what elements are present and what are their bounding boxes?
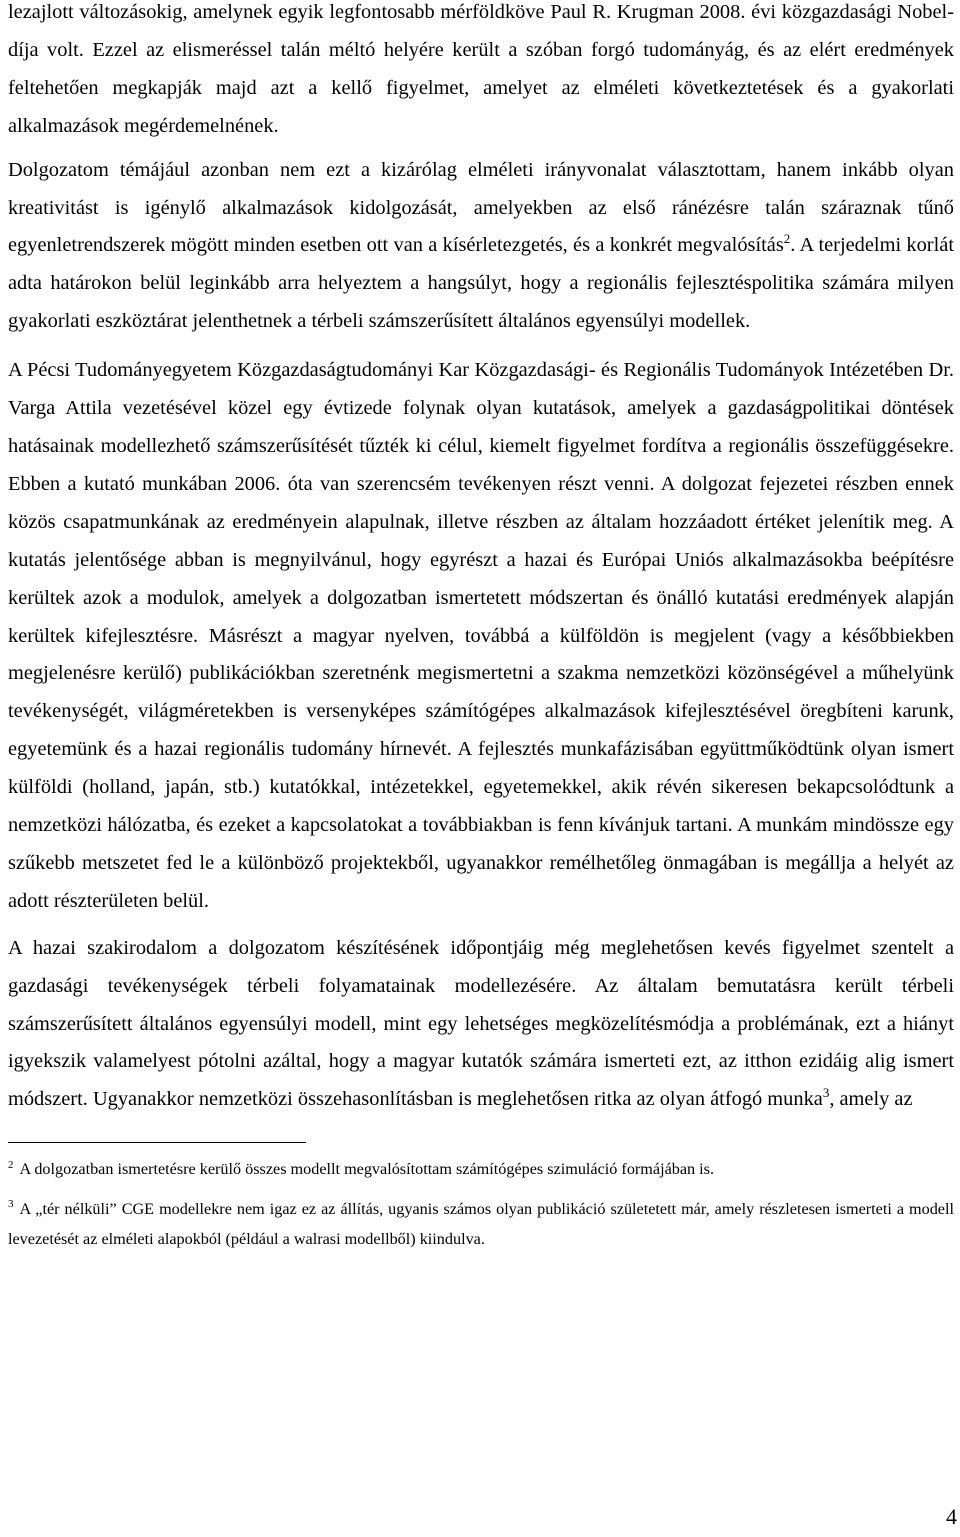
footnote-ref-2[interactable]: 2 <box>783 231 791 247</box>
footnote-2 <box>8 1154 954 1185</box>
paragraph-2-text-a: Dolgozatom témájául azonban nem ezt a kizárólag elméleti irányvonalat választottam, hanem inkább olyan kreativitást is igénylő alkalmazások kidolgozását, amelyekben az első ránézésre talán száraznak tűnő egyenletrendszerek mögött minden esetben ott van a kísérletezgetés, és a konkrét megvalósítás <box>8 158 954 257</box>
footnote-3-text: A „tér nélküli” CGE modellekre nem igaz ez az állítás, ugyanis számos olyan publikáció születetett már, amely részletesen ismerteti a modell levezetését az elméleti alapokból (például a walrasi modellből) kiindulva. <box>8 1199 954 1249</box>
footnote-ref-3[interactable]: 3 <box>822 1085 830 1101</box>
paragraph-4 <box>8 930 954 1120</box>
paragraph-4-text-a: A hazai szakirodalom a dolgozatom készítésének időpontjáig még meglehetősen kevés figyelmet szentelt a gazdasági tevékenységek térbeli folyamatainak modellezésére. Az általam bemutatásra került térbeli számszerűsített általános egyensúlyi modell, mint egy lehetséges megközelítésmódja a problémának, ezt a hiányt igyekszik valamelyest pótolni azáltal, hogy a magyar kutatók számára ismerteti ezt, az itthon ezidáig alig ismert módszert. Ugyanakkor nemzetközi összehasonlításban is meglehetősen ritka az olyan átfogó munka <box>8 936 954 1111</box>
document-page <box>8 0 954 1255</box>
paragraph-1-text: lezajlott változásokig, amelynek egyik legfontosabb mérföldköve Paul R. Krugman 2008. évi közgazdasági Nobel-díja volt. Ezzel az elismeréssel talán méltó helyére került a szóban forgó tudományág, és az elért eredmények feltehetően megkapják majd azt a kellő figyelmet, amelyet az elméleti következtetések és a gyakorlati alkalmazások megérdemelnének. <box>8 1 954 137</box>
paragraph-1 <box>8 0 954 146</box>
paragraph-3-text: A Pécsi Tudományegyetem Közgazdaságtudományi Kar Közgazdasági- és Regionális Tudományok Intézetében Dr. Varga Attila vezetésével közel egy évtizede folynak olyan kutatások, amelyek a gazdaságpolitikai döntések hatásainak modellezhető számszerűsítését tűzték ki célul, kiemelt figyelmet fordítva a regionális összefüggésekre. Ebben a kutató munkában 2006. óta van szerencsém tevékenyen részt venni. A dolgozat fejezetei részben ennek közös csapatmunkának az eredményein alapulnak, illetve részben az általam hozzáadott értéket jelenítik meg. A kutatás jelentősége abban is megnyilvánul, hogy egyrészt a hazai és Európai Uniós alkalmazásokba beépítésre kerültek azok a modulok, amelyek a dolgozatban ismertetett módszertan és önálló kutatási eredmények alapján kerültek kifejlesztésre. Másrészt a magyar nyelven, továbbá a külföldön is megjelent (vagy a későbbiekben megjelenésre kerülő) publikációkban szeretnénk megismertetni a szakma nemzetközi közönségével a műhelyünk tevékenységét, világméretekben is versenyképes számítógépes alkalmazások kifejlesztésével öregbíteni karunk, egyetemünk és a hazai regionális tudomány hírnevét. A fejlesztés munkafázisában együttműködtünk olyan ismert külföldi (holland, japán, stb.) kutatókkal, intézetekkel, egyetemekkel, akik révén sikeresen bekapcsolódtunk a nemzetközi hálózatba, és ezeket a kapcsolatokat a továbbiakban is fenn kívánjuk tartani. A munkám mindössze egy szűkebb metszetet fed le a különböző projektekből, ugyanakkor remélhetőleg önmagában is megállja a helyét az adott részterületen belül. <box>8 359 954 912</box>
footnote-2-number: 2 <box>8 1158 14 1171</box>
footnote-separator <box>8 1142 306 1143</box>
paragraph-2-text-b: . A terjedelmi korlát adta határokon belül leginkább arra helyeztem a hangsúlyt, hogy a regionális fejlesztéspolitika számára milyen gyakorlati eszköztárat jelenthetnek a térbeli számszerűsített általános egyensúlyi modellek. <box>8 234 954 333</box>
paragraph-2 <box>8 152 954 342</box>
footnote-3-number: 3 <box>8 1198 14 1211</box>
paragraph-3 <box>8 352 954 921</box>
paragraph-4-text-b: , amely az <box>829 1088 913 1111</box>
footnote-2-text: A dolgozatban ismertetésre kerülő összes modellt megvalósítottam számítógépes szimuláció formájában is. <box>19 1160 715 1179</box>
footnote-3 <box>8 1194 954 1255</box>
page-number: 4 <box>946 1504 957 1529</box>
